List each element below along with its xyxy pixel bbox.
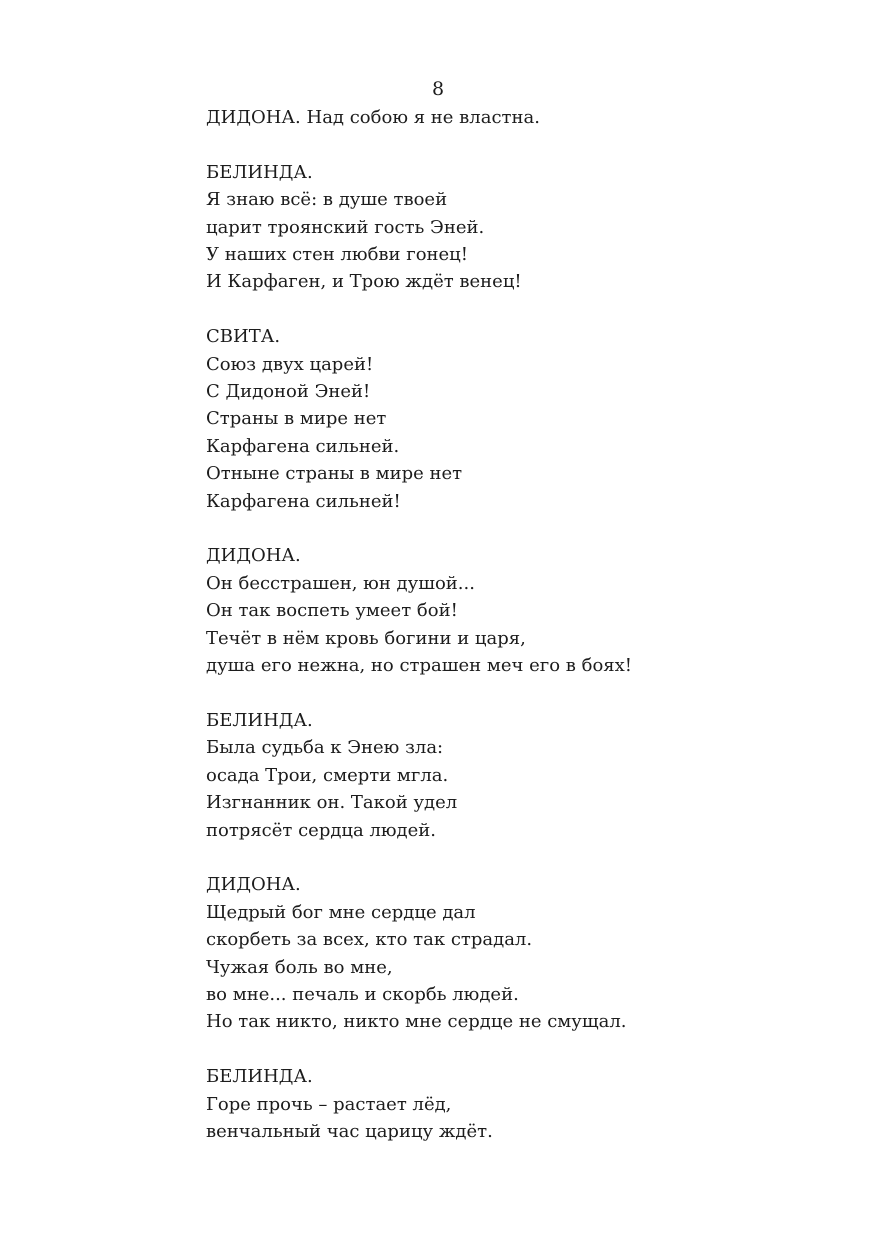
text-line: С Дидоной Эней! <box>206 381 371 403</box>
text-line: во мне... печаль и скорбь людей. <box>206 983 519 1005</box>
text-line: ДИДОНА. <box>206 874 301 896</box>
text-line: БЕЛИНДА. <box>206 1066 313 1088</box>
text-line: Течёт в нём кровь богини и царя, <box>206 627 526 649</box>
text-line: Но так никто, никто мне сердце не смущал. <box>206 1011 627 1033</box>
text-line: Я знаю всё: в душе твоей <box>206 189 448 211</box>
text-line: Карфагена сильней. <box>206 435 400 457</box>
page-number: 8 <box>431 78 445 100</box>
blank-line <box>206 679 846 706</box>
text-line: осада Трои, смерти мгла. <box>206 764 449 786</box>
text-line: потрясёт сердца людей. <box>206 819 437 841</box>
blank-line <box>206 515 846 542</box>
text-line: венчальный час царицу ждёт. <box>206 1120 493 1142</box>
text-line: Горе прочь – растает лёд, <box>206 1093 452 1115</box>
text-line: Он так воспеть умеет бой! <box>206 600 458 622</box>
blank-line <box>206 131 846 158</box>
text-line: царит троянский гость Эней. <box>206 216 485 238</box>
text-line: душа его нежна, но страшен меч его в боях! <box>206 655 633 677</box>
text-line: У наших стен любви гонец! <box>206 244 468 266</box>
libretto-text <box>206 104 846 1145</box>
text-line: Он бесстрашен, юн душой... <box>206 572 475 594</box>
text-line: БЕЛИНДА. <box>206 161 313 183</box>
blank-line <box>206 296 846 323</box>
text-line: СВИТА. <box>206 326 281 348</box>
text-line: БЕЛИНДА. <box>206 709 313 731</box>
text-line: Чужая боль во мне, <box>206 956 393 978</box>
text-line: И Карфаген, и Трою ждёт венец! <box>206 271 522 293</box>
text-line: ДИДОНА. <box>206 545 301 567</box>
blank-line <box>206 844 846 871</box>
text-line: ДИДОНА. Над собою я не властна. <box>206 107 540 128</box>
text-line: скорбеть за всех, кто так страдал. <box>206 929 533 951</box>
blank-line <box>206 1036 846 1063</box>
text-line: Карфагена сильней! <box>206 490 401 512</box>
text-line: Щедрый бог мне сердце дал <box>206 901 476 923</box>
text-line: Отныне страны в мире нет <box>206 463 463 485</box>
text-line: Была судьба к Энею зла: <box>206 737 444 759</box>
text-line: Изгнанник он. Такой удел <box>206 792 458 814</box>
text-line: Союз двух царей! <box>206 353 374 375</box>
text-line: Страны в мире нет <box>206 408 387 430</box>
